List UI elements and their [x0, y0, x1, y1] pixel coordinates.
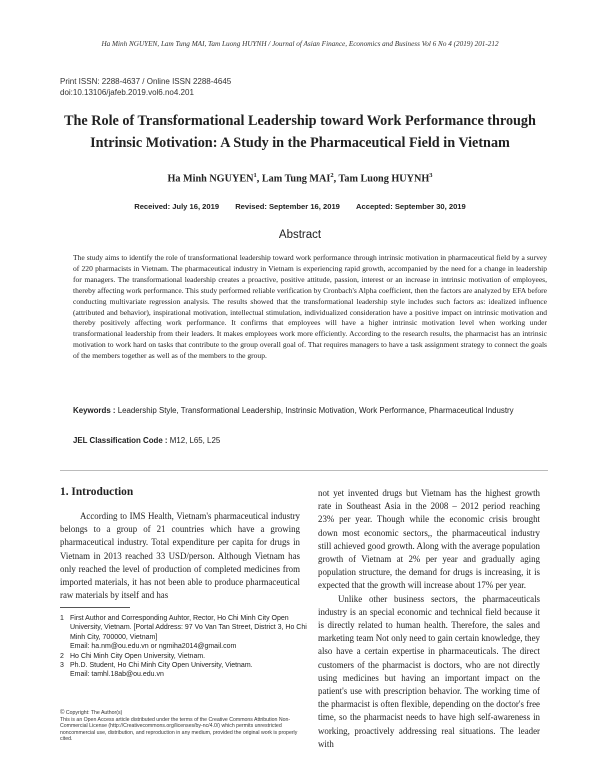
keywords-label: Keywords : — [73, 406, 118, 415]
author-list — [0, 172, 600, 184]
body-paragraph-continued: not yet invented drugs but Vietnam has the highest growth rate in Southeast Asia in the 2008 – 2012 period reaching 23% per year. Though while the economic crisis brought down most economic sectors,, the pharmaceutical industry still achieved good growth. Along with the average population growth of Vietnam at 2% per year and gradually aging population structure, the demand for drugs is increasing, it is expected that the growth will increase about 17% per year. — [318, 488, 540, 591]
footnote-text: Ho Chi Minh City Open University, Vietnam. — [70, 652, 206, 660]
copyright-title: Copyright: The Author(s) — [65, 710, 123, 716]
footnote-number: 1 — [60, 615, 64, 622]
footnote-divider — [60, 607, 130, 608]
received-date: Received: July 16, 2019 — [134, 202, 220, 211]
footnote-number: 2 — [60, 652, 64, 660]
author-separator: , — [333, 173, 339, 185]
footnote-email: Email: ha.nm@ou.edu.vn or ngmiha2014@gmail.com — [70, 643, 237, 651]
jel-line — [73, 436, 553, 445]
author-name: Lam Tung MAI — [261, 173, 331, 185]
author-affiliation-marker: 3 — [429, 172, 433, 179]
revised-date: Revised: September 16, 2019 — [235, 202, 340, 211]
footnote — [60, 614, 310, 652]
copyright-notice — [60, 710, 310, 743]
right-column — [318, 487, 540, 751]
footnote-text: First Author and Corresponding Auhtor, Rector, Ho Chi Minh City Open University, Vietnam. [Portal Address: 97 Vo Van Tan Street, District 3, Ho Chi Minh City, 700000, Vietnam] — [70, 615, 307, 641]
issn-line: Print ISSN: 2288-4637 / Online ISSN 2288-4645 — [60, 77, 232, 86]
author-affiliation-marker: 1 — [253, 172, 257, 179]
footnote — [60, 661, 310, 680]
footnote — [60, 652, 310, 661]
copyright-icon: © — [60, 710, 65, 716]
keywords-line — [73, 406, 553, 415]
footnote-number: 3 — [60, 662, 64, 670]
keywords-text: Leadership Style, Transformational Leadership, Instrinsic Motivation, Work Performance, Pharmaceutical Industry — [117, 406, 514, 415]
left-column — [60, 510, 300, 602]
submission-dates — [0, 202, 600, 211]
abstract-body: The study aims to identify the role of transformational leadership toward work performance through intrinsic motivation in pharmaceutical field by a survey of 220 pharmacists in Vietnam. The pharmaceutical industry in Vietnam is experiencing rapid growth, accompanied by the need for a change in leadership for managers. The transformational leadership creates a proactive, positive attitude, passion, interest or an increase in intrinsic motivation of employees, thereby affecting work performance. This study performed reliable verification by Cronbach's Alpha coefficient, then the factors are analyzed by EFA before conducting multivariate regression analysis. The results showed that the transformational leadership style includes such factors as: idealized influence (attributed and behavior), inspirational motivation, intellectual stimulation, individualized consideration have a positive impact on intrinsic motivation and thereby positively affecting work performance. It confirms that employees will have a higher intrinsic motivation level when working under transformational leadership from their leaders. It makes employees work more efficiently. According to the research results, the pharmacist has an intrinsic motivation to work hard on tasks that contribute to the group overall goal of. That requires managers to have a task assignment strategy to connect the goals of the members together as well as of the members to the group. — [73, 253, 547, 361]
copyright-text: This is an Open Access article distributed under the terms of the Creative Commons Attribution Non-Commercial License (http://Creativecommons.org/licenses/by-nc/4.0/) which permits unrestricted noncommercial use, distribution, and reproduction in any medium, provided the original work is properly cited. — [60, 716, 298, 743]
jel-text: M12, L65, L25 — [169, 436, 221, 445]
footnotes — [60, 614, 310, 680]
running-head: Ha Minh NGUYEN, Lam Tung MAI, Tam Luong HUYNH / Journal of Asian Finance, Economics and Business Vol 6 No 4 (2019) 201-212 — [101, 40, 499, 48]
author-name: Tam Luong HUYNH — [338, 173, 430, 185]
body-paragraph: Unlike other business sectors, the pharmaceuticals industry is an special economic and technical field because it is directly related to human health. Therefore, the sales and marketing team Not only need to gain certain knowledge, they also have a certain expertise in pharmaceuticals. The direct customers of the pharmacist is doctors, who are not directly using medicines but having an important impact on the patient's use with prescription behavior. The working time of the pharmacist is often flexible, depending on the doctor's free time, so the pharmacist needs to have high self-awareness in working, proactively addressing real situations. The leader with — [318, 593, 540, 749]
issn-block — [60, 76, 231, 98]
abstract-heading: Abstract — [278, 229, 322, 241]
author-affiliation-marker: 2 — [330, 172, 334, 179]
divider — [60, 470, 548, 471]
body-paragraph: According to IMS Health, Vietnam's pharmaceutical industry belongs to a group of 21 countries which have a growing pharmaceutical industry. Total expenditure per capita for drugs in Vietnam in 2013 reached 33 USD/person. Although Vietnam has only reached the level of production of completed medicines from imported materials, it has not been able to produce pharmaceutical raw materials by itself and has — [60, 511, 300, 601]
footnote-email: Email: tamhl.18ab@ou.edu.vn — [70, 671, 164, 679]
author-separator: , — [256, 173, 262, 185]
accepted-date: Accepted: September 30, 2019 — [356, 202, 466, 211]
paper-title: The Role of Transformational Leadership toward Work Performance through Intrinsic Motivation: A Study in the Pharmaceutical Field in Vietnam — [64, 113, 536, 151]
author-name: Ha Minh NGUYEN — [167, 173, 254, 185]
section-heading-introduction: 1. Introduction — [60, 486, 134, 498]
footnote-text: Ph.D. Student, Ho Chi Minh City Open University, Vietnam. — [70, 662, 253, 670]
jel-label: JEL Classification Code : — [73, 436, 170, 445]
doi-line: doi:10.13106/jafeb.2019.vol6.no4.201 — [60, 88, 194, 97]
